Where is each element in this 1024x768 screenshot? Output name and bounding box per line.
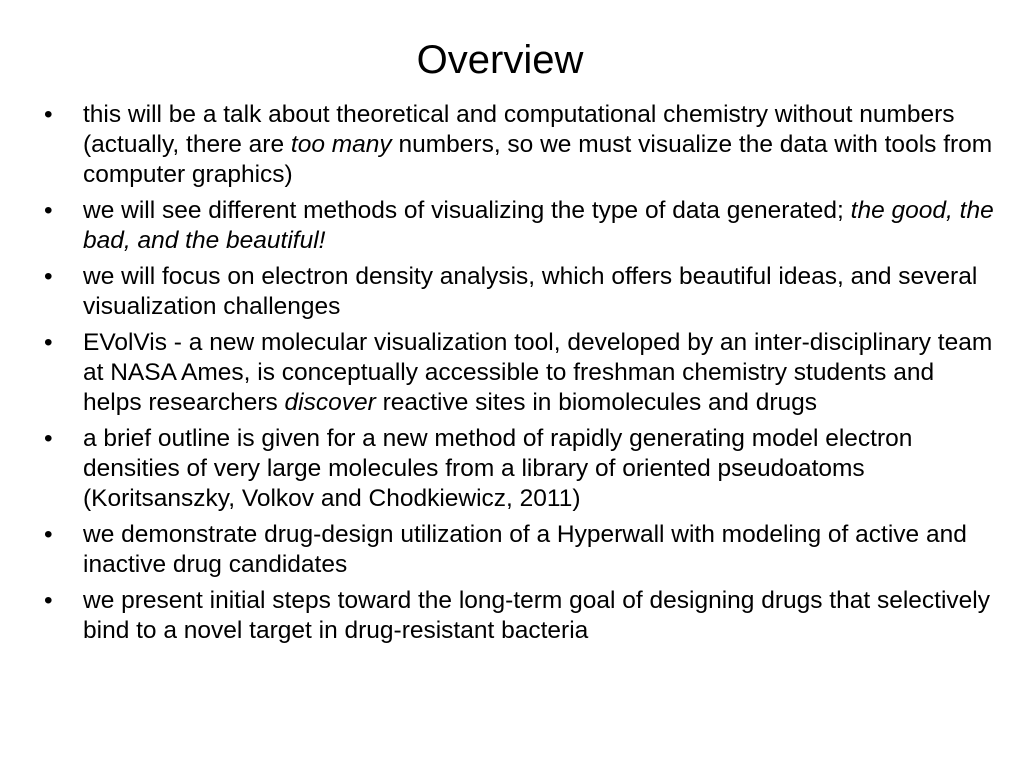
bullet-marker: • — [44, 329, 53, 356]
bullet-list — [44, 100, 994, 652]
bullet-text: reactive sites in biomolecules and drugs — [375, 389, 818, 416]
bullet-item — [44, 196, 994, 256]
bullet-item — [44, 328, 994, 418]
bullet-item — [44, 586, 994, 646]
bullet-item — [44, 262, 994, 322]
bullet-text: numbers, so we must visualize the data with tools from computer graphics) — [83, 131, 993, 188]
bullet-text: this will be a talk about theoretical and computational chemistry without numbers (actually, there are — [83, 101, 955, 158]
slide-title: Overview — [416, 38, 584, 82]
bullet-item — [44, 100, 994, 190]
bullet-text-italic: discover — [284, 389, 376, 416]
bullet-text: we demonstrate drug-design utilization of a Hyperwall with modeling of active and inactive drug candidates — [83, 521, 967, 578]
bullet-text: we present initial steps toward the long-term goal of designing drugs that selectively bind to a novel target in drug-resistant bacteria — [83, 587, 990, 644]
bullet-marker: • — [44, 197, 53, 224]
bullet-text: a brief outline is given for a new method of rapidly generating model electron densities of very large molecules from a library of oriented pseudoatoms (Koritsanszky, Volkov and Chodkiewicz, 2011) — [83, 425, 913, 512]
bullet-text-italic: the good, the bad, and the beautiful! — [83, 197, 994, 254]
bullet-marker: • — [44, 263, 53, 290]
bullet-item — [44, 424, 994, 514]
bullet-marker: • — [44, 587, 53, 614]
bullet-marker: • — [44, 101, 53, 128]
bullet-text: we will focus on electron density analysis, which offers beautiful ideas, and several visualization challenges — [83, 263, 978, 320]
bullet-marker: • — [44, 425, 53, 452]
bullet-marker: • — [44, 521, 53, 548]
bullet-item — [44, 520, 994, 580]
bullet-text: we will see different methods of visualizing the type of data generated; — [83, 197, 851, 224]
bullet-text: EVolVis - a new molecular visualization tool, developed by an inter-disciplinary team at NASA Ames, is conceptually accessible to freshman chemistry students and helps researchers — [83, 329, 993, 416]
bullet-text-italic: too many — [290, 131, 392, 158]
